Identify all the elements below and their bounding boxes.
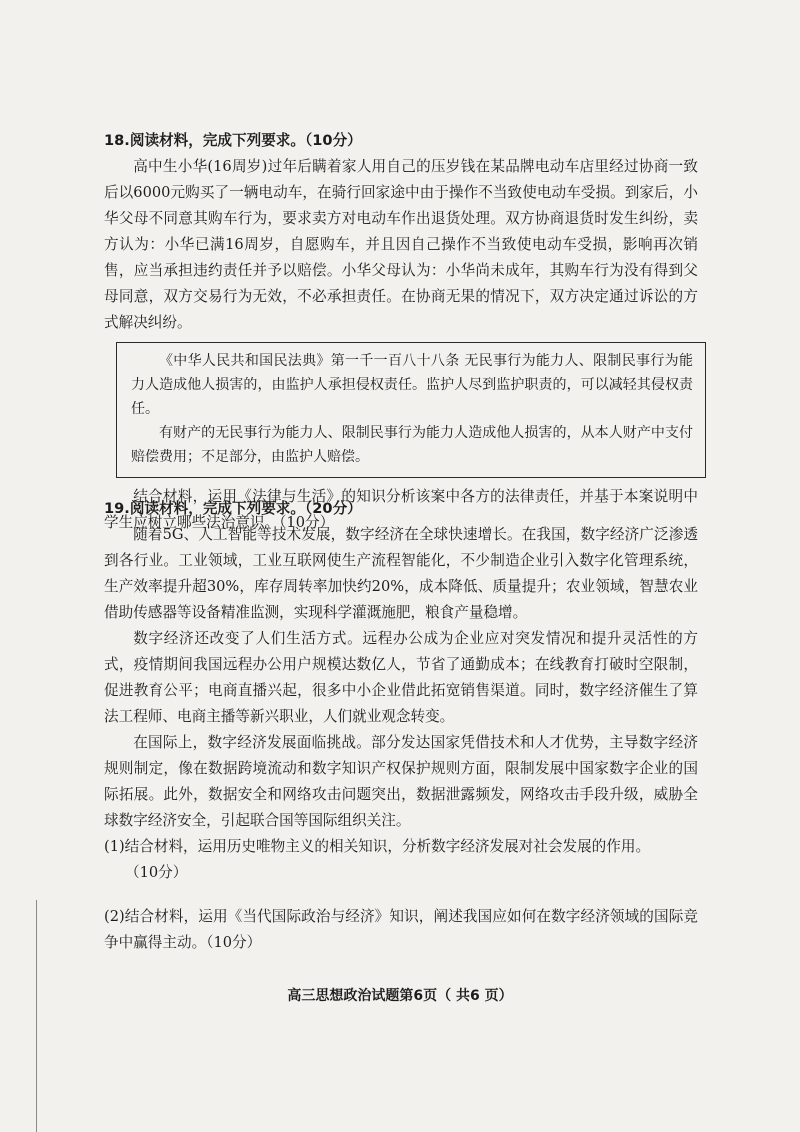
page-footer: 高三思想政治试题第6页（ 共6 页） <box>287 988 513 1004</box>
question-19-title: 19.阅读材料，完成下列要求。（20分） <box>104 500 362 517</box>
question-19-paragraph-1: 随着5G、人工智能等技术发展，数字经济在全球快速增长。在我国，数字经济广泛渗透到各行业。工业领域，工业互联网使生产流程智能化，不少制造企业引入数字化管理系统，生产效率提升超30%，库存周转率加快约20%，成本降低、质量提升；农业领域，智慧农业借助传感器等设备精准监测，实现科学灌溉施肥，粮食产量稳增。 <box>104 526 698 621</box>
question-19-sub-2: (2)结合材料，运用《当代国际政治与经济》知识，阐述我国应如何在数字经济领域的国际竞争中赢得主动。（10分） <box>104 908 698 951</box>
question-19-paragraph-3: 在国际上，数字经济发展面临挑战。部分发达国家凭借技术和人才优势，主导数字经济规则制定，像在数据跨境流动和数字知识产权保护规则方面，限制发展中国家数字企业的国际拓展。此外，数据安全和网络攻击问题突出，数据泄露频发，网络攻击手段升级，威胁全球数字经济安全，引起联合国等国际组织关注。 <box>104 734 698 829</box>
question-19-paragraph-2: 数字经济还改变了人们生活方式。远程办公成为企业应对突发情况和提升灵活性的方式，疫情期间我国远程办公用户规模达数亿人，节省了通勤成本；在线教育打破时空限制，促进教育公平；电商直播兴起，很多中小企业借此拓宽销售渠道。同时，数字经济催生了算法工程师、电商主播等新兴职业，人们就业观念转变。 <box>104 630 698 725</box>
question-18-title: 18.阅读材料，完成下列要求。（10分） <box>104 132 362 149</box>
binding-margin-line <box>36 900 37 1132</box>
question-19-sub-1-score: （10分） <box>125 864 188 881</box>
civil-code-paragraph-1: 《中华人民共和国民法典》第一千一百八十八条 无民事行为能力人、限制民事行为能力人造成他人损害的，由监护人承担侵权责任。监护人尽到监护职责的，可以减轻其侵权责任。 <box>131 353 693 417</box>
question-19 <box>104 496 698 956</box>
question-18 <box>104 128 698 536</box>
question-19-sub-1: (1)结合材料，运用历史唯物主义的相关知识，分析数字经济发展对社会发展的作用。 <box>104 838 651 855</box>
civil-code-excerpt-box <box>116 342 706 478</box>
question-18-material: 高中生小华(16周岁)过年后瞒着家人用自己的压岁钱在某品牌电动车店里经过协商一致后以6000元购买了一辆电动车，在骑行回家途中由于操作不当致使电动车受损。到家后，小华父母不同意其购车行为，要求卖方对电动车作出退货处理。双方协商退货时发生纠纷，卖方认为：小华已满16周岁，自愿购车，并且因自己操作不当致使电动车受损，影响再次销售，应当承担违约责任并予以赔偿。小华父母认为：小华尚未成年，其购车行为没有得到父母同意，双方交易行为无效，不必承担责任。在协商无果的情况下，双方决定通过诉讼的方式解决纠纷。 <box>104 158 698 331</box>
civil-code-paragraph-2: 有财产的无民事行为能力人、限制民事行为能力人造成他人损害的，从本人财产中支付赔偿费用；不足部分，由监护人赔偿。 <box>131 425 693 465</box>
question-18-prompt: 结合材料，运用《法律与生活》的知识分析该案中各方的法律责任，并基于本案说明中学生应树立哪些法治意识。（10分） <box>104 488 698 531</box>
